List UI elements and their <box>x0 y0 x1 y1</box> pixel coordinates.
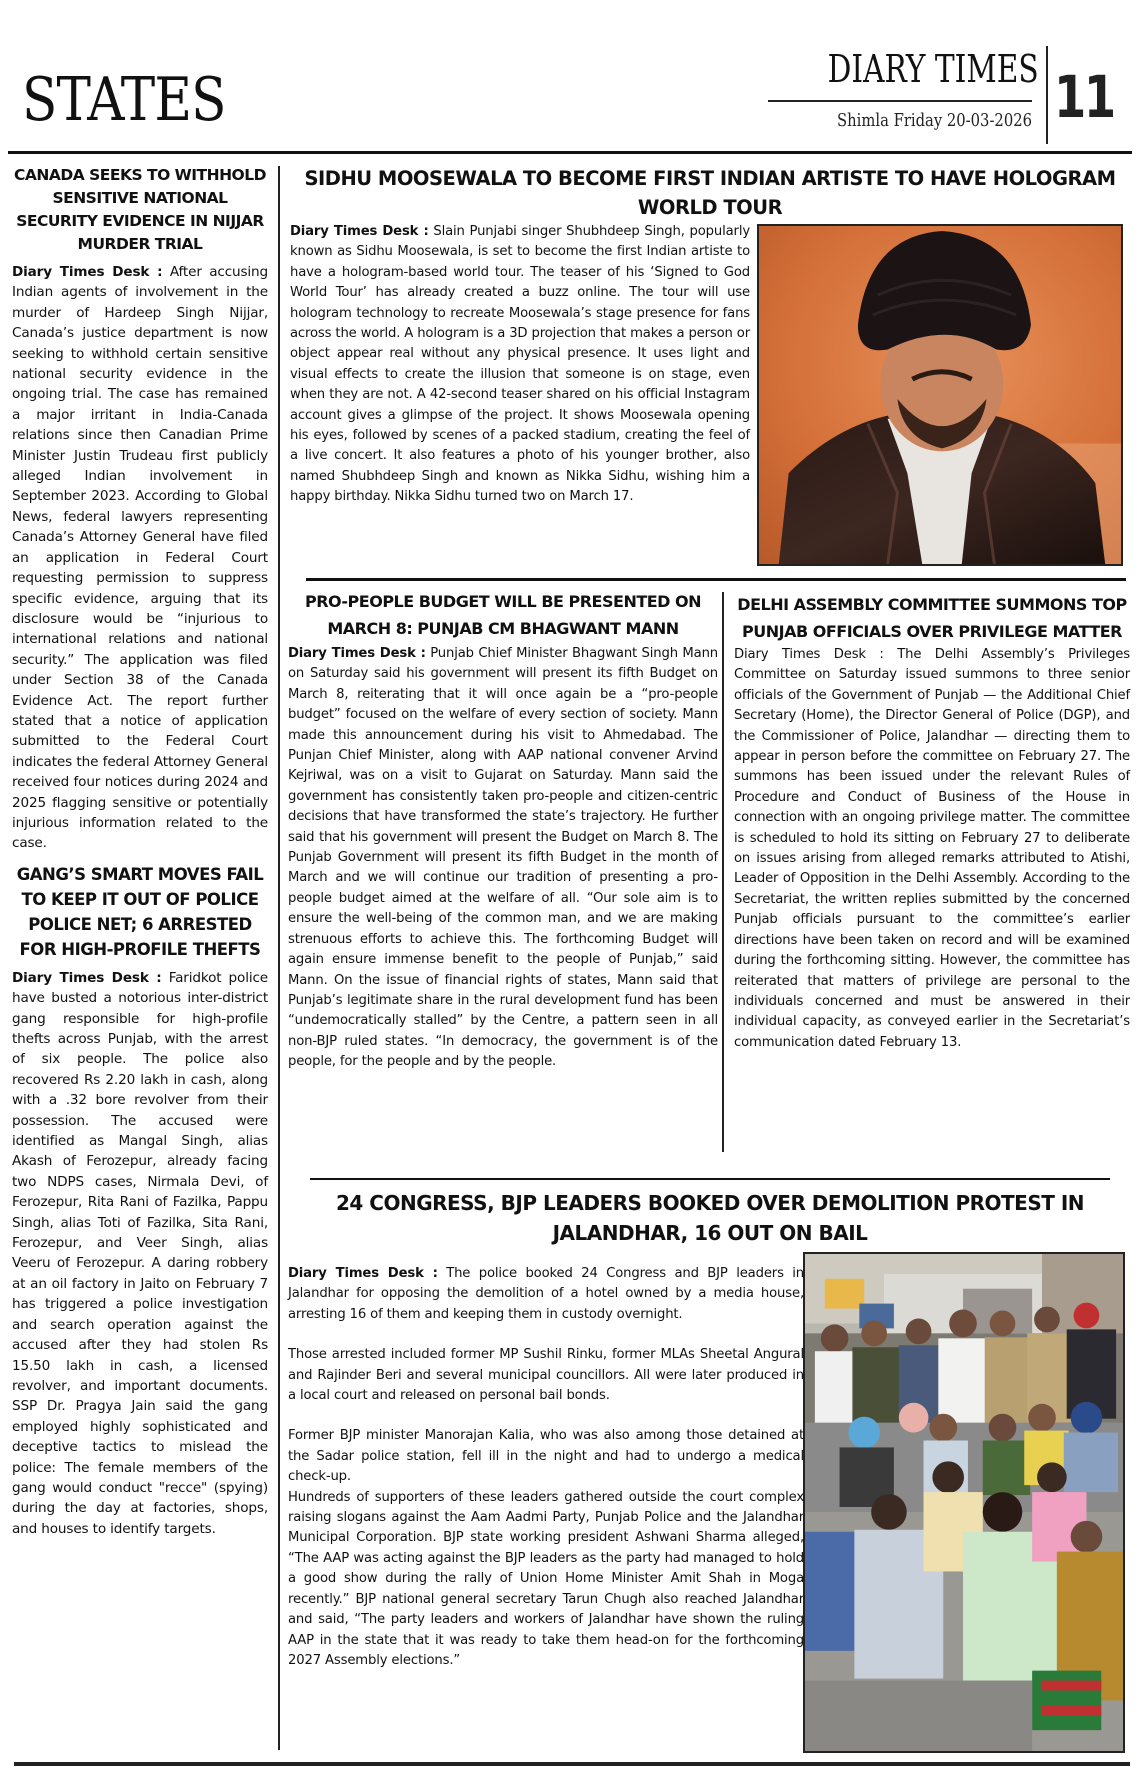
moosewala-photo <box>757 224 1123 566</box>
byline: Diary Times Desk : <box>290 224 429 239</box>
article-paragraph: Diary Times Desk : The police booked 24 Congress and BJP leaders in Jalandhar for opposing the demolition of a hotel owned by a media house, arresting 16 of them and keeping them in custody overnight. <box>288 1266 804 1322</box>
section-title: STATES <box>22 65 226 135</box>
byline: Diary Times Desk : <box>12 264 163 280</box>
article-jalandhar-header <box>290 1188 1130 1248</box>
article-headline: 24 CONGRESS, BJP LEADERS BOOKED OVER DEMOLITION PROTEST IN JALANDHAR, 16 OUT ON BAIL <box>335 1191 1085 1245</box>
footer-rule <box>14 1762 1130 1766</box>
section-divider <box>310 1178 1110 1180</box>
byline: Diary Times Desk : <box>12 969 162 986</box>
article-delhi-assembly <box>734 588 1130 1053</box>
column-divider <box>722 592 724 1152</box>
byline: Diary Times Desk : <box>288 1266 438 1281</box>
article-headline: DELHI ASSEMBLY COMMITTEE SUMMONS TOP PUNJAB OFFICIALS OVER PRIVILEGE MATTER <box>737 595 1127 641</box>
byline: Diary Times Desk : <box>734 647 884 662</box>
article-canada-nijjar <box>12 164 268 854</box>
section-divider <box>306 578 1126 581</box>
article-jalandhar-body <box>288 1264 804 1671</box>
article-headline: SIDHU MOOSEWALA TO BECOME FIRST INDIAN ARTISTE TO HAVE HOLOGRAM WORLD TOUR <box>304 167 1116 219</box>
left-column <box>12 164 268 1539</box>
article-gang-arrested <box>12 862 268 1539</box>
article-headline: PRO-PEOPLE BUDGET WILL BE PRESENTED ON MARCH 8: PUNJAB CM BHAGWANT MANN <box>304 592 702 638</box>
article-punjab-budget <box>288 588 718 1073</box>
article-body: Diary Times Desk : The Delhi Assembly’s Privileges Committee on Saturday issued summons to three senior officials of the Government of Punjab — the Additional Chief Secretary (Home), the Director General of Police (DGP), and the Commissioner of Police, Jalandhar — directing them to appear in person before the committee on February 27. The summons has been issued under the relevant Rules of Procedure and Conduct of Business of the House in connection with an ongoing privilege matter. The committee is scheduled to hold its sitting on February 27 to deliberate on issues arising from alleged remarks attributed to Atishi, Leader of Opposition in the Delhi Assembly. According to the Secretariat, the written replies submitted by the concerned Punjab officials pursuant to the committee’s earlier directions have been taken on record and will be examined during the forthcoming sitting. However, the committee has reiterated that matters of privilege are personal to the individuals concerned and must be answered in their individual capacity, as conveyed earlier in the Secretariat’s communication dated February 13. <box>734 647 1130 1050</box>
article-moosewala-body <box>290 222 750 508</box>
protest-photo <box>803 1252 1125 1753</box>
article-body: Diary Times Desk : After accusing Indian agents of involvement in the murder of Hardeep Singh Nijjar, Canada’s justice department is now seeking to withhold certain sensitive national security evidence in the ongoing trial. The case has remained a major irritant in India-Canada relations since then Canadian Prime Minister Justin Trudeau first publicly alleged Indian involvement in September 2023. According to Global News, federal lawyers representing Canada’s Attorney General have filed an application in Federal Court requesting permission to suppress specific evidence, arguing that its disclosure would be “injurious to international relations and national security.” The application was filed under Section 38 of the Canada Evidence Act. The report further stated that a notice of application submitted to the Federal Court indicates the federal Attorney General received four notices during 2024 and 2025 flagging sensitive or potentially injurious information related to the case. <box>12 264 268 852</box>
article-paragraph: Hundreds of supporters of these leaders gathered outside the court complex raising slogans against the Aam Aadmi Party, Punjab Police and the Jalandhar Municipal Corporation. BJP state working president Ashwani Sharma alleged, “The AAP was acting against the BJP leaders as the party had managed to hold a good show during the rally of Union Home Minister Amit Shah in Moga recently.” BJP national general secretary Tarun Chugh also reached Jalandhar and said, “The party leaders and workers of Jalandhar have shown the ruling AAP in the state that it was ready to take them head-on for the forthcoming 2027 Assembly elections.” <box>288 1489 804 1668</box>
header-rule <box>8 151 1132 154</box>
dateline: Shimla Friday 20-03-2026 <box>837 110 1032 131</box>
masthead-divider <box>768 100 1032 102</box>
article-body: Diary Times Desk : Faridkot police have busted a notorious inter-district gang responsible for high-profile thefts across Punjab, with the arrest of six people. The police also recovered Rs 2.20 lakh in cash, along with a .32 bore revolver from their possession. The accused were identified as Mangal Singh, alias Akash of Ferozepur, already facing two NDPS cases, Nirmala Devi, of Ferozepur, Rita Rani of Fazilka, Pappu Singh, alias Toti of Fazilka, Sita Rani, Ferozepur, and Veer Singh, alias Veeru of Ferozepur. A daring robbery at an oil factory in Jaito on February 7 has triggered a police investigation and search operation against the accused after they had stolen Rs 15.50 lakh in cash, a licensed revolver, and important documents. SSP Dr. Pragya Jain said the gang employed highly sophisticated and deceptive tactics to mislead the police: The female members of the gang would conduct "recce" (spying) during the day at factories, shops, and houses to identify targets. <box>12 969 268 1537</box>
article-paragraph: Former BJP minister Manorajan Kalia, who was also among those detained at the Sadar police station, fell ill in the night and had to undergo a medical check-up. <box>288 1428 804 1485</box>
article-headline: GANG’S SMART MOVES FAIL TO KEEP IT OUT OF POLICE POLICE NET; 6 ARRESTED FOR HIGH-PROFILE THEFTS <box>16 864 264 959</box>
article-paragraph: Those arrested included former MP Sushil Rinku, former MLAs Sheetal Angural and Rajinder Beri and several municipal councillors. All were later produced in a local court and released on personal bail bonds. <box>288 1347 804 1404</box>
masthead-vertical-divider <box>1046 46 1048 144</box>
byline: Diary Times Desk : <box>288 646 426 661</box>
article-moosewala-header <box>290 164 1130 222</box>
column-divider <box>278 166 280 1750</box>
newspaper-name: DIARY TIMES <box>827 47 1039 91</box>
article-body: Diary Times Desk : Punjab Chief Minister Bhagwant Singh Mann on Saturday said his government will present its fifth Budget on March 8, reiterating that it will once again be a “pro-people budget” focused on the welfare of every section of society. Mann made this announcement during his visit to Ahmedabad. The Punjan Chief Minister, along with AAP national convener Arvind Kejriwal, was on a visit to Gujarat on Saturday. Mann said the government has consistently taken pro-people and citizen-centric decisions that have transformed the state’s trajectory. He further said that his government will present the Budget on March 8. The Punjab Government will present its fifth Budget in the month of March and we will continue our tradition of presenting a pro-people budget aimed at the welfare of all. “Our sole aim is to ensure the well-being of the common man, and we are making strenuous efforts to achieve this. The forthcoming Budget will again ensure immense benefit to the people of Punjab,” said Mann. On the issue of financial rights of states, Mann said that Punjab’s legitimate share in the rural development fund has been “undemocratically stalled” by the Centre, a pattern seen in all non-BJP ruled states. “In democracy, the government is of the people, for the people and by the people. <box>288 646 718 1070</box>
page-number: 11 <box>1054 63 1114 131</box>
article-body: Diary Times Desk : Slain Punjabi singer Shubhdeep Singh, popularly known as Sidhu Moosewala, is set to become the first Indian artiste to have a hologram-based world tour. The teaser of his ‘Signed to God World Tour’ has already created a buzz online. The tour will use hologram technology to recreate Moosewala’s stage presence for fans across the world. A hologram is a 3D projection that makes a person or object appear real without any physical presence. It uses light and visual effects to create the illusion that someone is on stage, even when they are not. A 42-second teaser shared on his official Instagram account gives a glimpse of the project. It shows Moosewala opening his eyes, followed by scenes of a packed stadium, creating the feel of a live concert. It also features a photo of his younger brother, also named Shubhdeep Singh and known as Nikka Sidhu, wishing him a happy birthday. Nikka Sidhu turned two on March 17. <box>290 224 750 505</box>
article-headline: CANADA SEEKS TO WITHHOLD SENSITIVE NATIONAL SECURITY EVIDENCE IN NIJJAR MURDER TRIAL <box>14 166 266 253</box>
